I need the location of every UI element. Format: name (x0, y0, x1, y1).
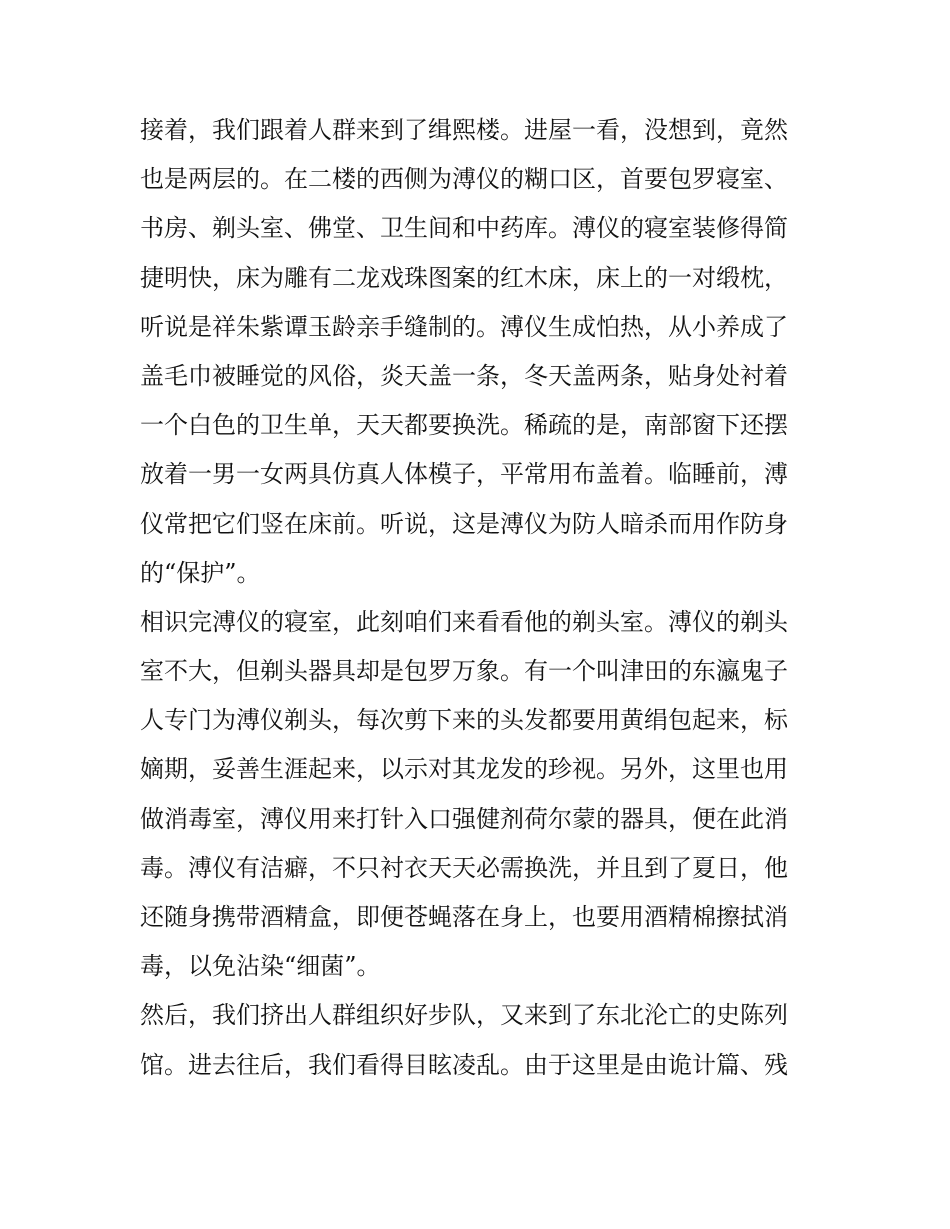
text-line: 还随身携带酒精盒，即便苍蝇落在身上，也要用酒精棉擦拭消 (140, 903, 788, 931)
text-line: 做消毒室，溥仪用来打针入口强健剂荷尔蒙的器具，便在此消 (140, 804, 788, 833)
text-line: 盖毛巾被睡觉的风俗，炎天盖一条，冬天盖两条，贴身处衬着 (140, 361, 788, 390)
text-line: 听说是祥朱紫谭玉龄亲手缝制的。溥仪生成怕热，从小养成了 (140, 312, 788, 341)
text-line: 相识完溥仪的寝室，此刻咱们来看看他的剃头室。溥仪的剃头 (140, 607, 788, 636)
text-line: 馆。进去往后，我们看得目眩凌乱。由于这里是由诡计篇、残 (140, 1050, 788, 1079)
paragraph-jixi-building (140, 106, 812, 598)
text-line: 仪常把它们竖在床前。听说，这是溥仪为防人暗杀而用作防身 (140, 509, 788, 538)
paragraph-exhibition-hall (140, 991, 812, 1089)
text-line: 也是两层的。在二楼的西侧为溥仪的糊口区，首要包罗寝室、 (140, 165, 788, 194)
text-line: 放着一男一女两具仿真人体模子，平常用布盖着。临睡前，溥 (140, 460, 788, 489)
paragraph-barber-room (140, 598, 812, 992)
text-line: 毒。溥仪有洁癖，不只衬衣天天必需换洗，并且到了夏日，他 (140, 853, 788, 882)
text-line: 接着，我们跟着人群来到了缉熙楼。进屋一看，没想到，竟然 (140, 116, 788, 144)
text-line: 一个白色的卫生单，天天都要换洗。稀疏的是，南部窗下还摆 (140, 411, 788, 440)
text-line: 书房、剃头室、佛堂、卫生间和中药库。溥仪的寝室装修得简 (140, 214, 788, 243)
text-line: 人专门为溥仪剃头，每次剪下来的头发都要用黄绢包起来，标 (140, 706, 788, 735)
text-line: 室不大，但剃头器具却是包罗万象。有一个叫津田的东瀛鬼子 (140, 657, 788, 686)
text-line: 然后，我们挤出人群组织好步队，又来到了东北沦亡的史陈列 (140, 1001, 788, 1030)
text-line: 毒，以免沾染“细菌”。 (140, 952, 381, 981)
text-line: 嫡期，妥善生涯起来，以示对其龙发的珍视。另外，这里也用 (140, 755, 788, 784)
document-body (140, 106, 812, 1090)
text-line: 的“保护”。 (140, 558, 261, 587)
text-line: 捷明快，床为雕有二龙戏珠图案的红木床，床上的一对缎枕， (140, 263, 788, 292)
